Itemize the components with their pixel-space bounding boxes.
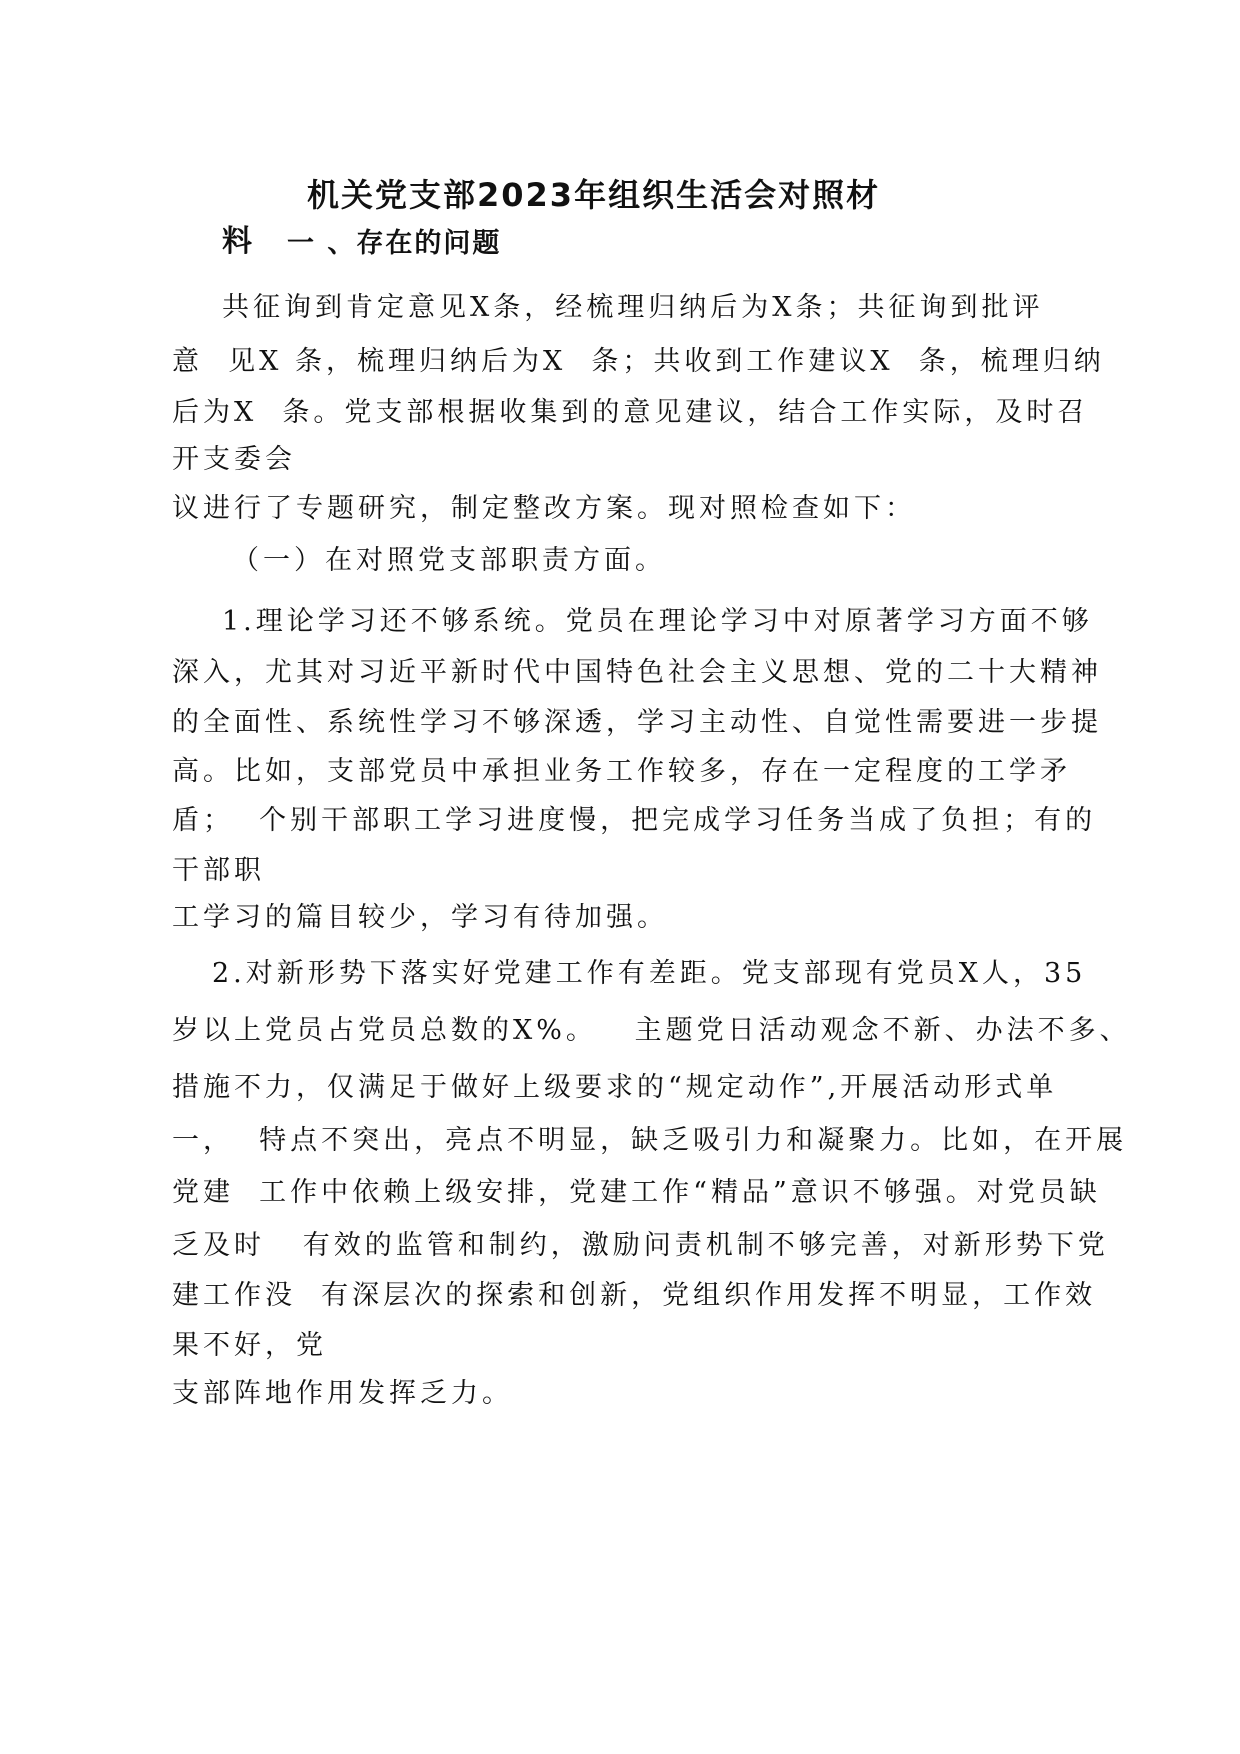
text-line: 盾； 个别干部职工学习进度慢，把完成学习任务当成了负担；有的 bbox=[172, 805, 1097, 836]
text-line: （一）在对照党支部职责方面。 bbox=[232, 545, 666, 576]
text-line: 议进行了专题研究，制定整改方案。现对照检查如下： bbox=[172, 493, 916, 524]
text-line: 措施不力，仅满足于做好上级要求的“规定动作”,开展活动形式单 bbox=[172, 1072, 1058, 1103]
text-line: 党建 工作中依赖上级安排，党建工作“精品”意识不够强。对党员缺 bbox=[172, 1177, 1101, 1208]
text-line: 深入，尤其对习近平新时代中国特色社会主义思想、党的二十大精神 bbox=[172, 657, 1102, 688]
document-title-continuation: 料 bbox=[222, 224, 254, 259]
text-line: 1.理论学习还不够系统。党员在理论学习中对原著学习方面不够 bbox=[222, 606, 1093, 637]
text-line: 的全面性、系统性学习不够深透，学习主动性、自觉性需要进一步提 bbox=[172, 707, 1102, 738]
text-line: 一， 特点不突出，亮点不明显，缺乏吸引力和凝聚力。比如，在开展 bbox=[172, 1125, 1128, 1156]
text-line: 支部阵地作用发挥乏力。 bbox=[172, 1378, 513, 1409]
text-line: 建工作没 有深层次的探索和创新，党组织作用发挥不明显，工作效 bbox=[172, 1280, 1097, 1311]
text-line: 高。比如，支部党员中承担业务工作较多，存在一定程度的工学矛 bbox=[172, 756, 1071, 787]
text-line: 共征询到肯定意见X条，经梳理归纳后为X条；共征询到批评 bbox=[222, 292, 1044, 323]
text-line: 后为X 条。党支部根据收集到的意见建议，结合工作实际，及时召 bbox=[172, 397, 1089, 428]
text-line: 果不好，党 bbox=[172, 1330, 327, 1361]
text-line: 工学习的篇目较少，学习有待加强。 bbox=[172, 902, 668, 933]
text-line: 干部职 bbox=[172, 855, 265, 886]
text-line: 2.对新形势下落实好党建工作有差距。党支部现有党员X人，35 bbox=[212, 958, 1087, 989]
text-line: 开支委会 bbox=[172, 444, 296, 475]
text-line: 乏及时 有效的监管和制约，激励问责机制不够完善，对新形势下党 bbox=[172, 1230, 1109, 1261]
text-line: 岁以上党员占党员总数的X%。 主题党日活动观念不新、办法不多、 bbox=[172, 1015, 1131, 1046]
section-heading: 一 、存在的问题 bbox=[287, 228, 502, 259]
document-title: 机关党支部2023年组织生活会对照材 bbox=[307, 176, 881, 214]
text-line: 意 见X 条，梳理归纳后为X 条；共收到工作建议X 条，梳理归纳 bbox=[172, 346, 1105, 377]
